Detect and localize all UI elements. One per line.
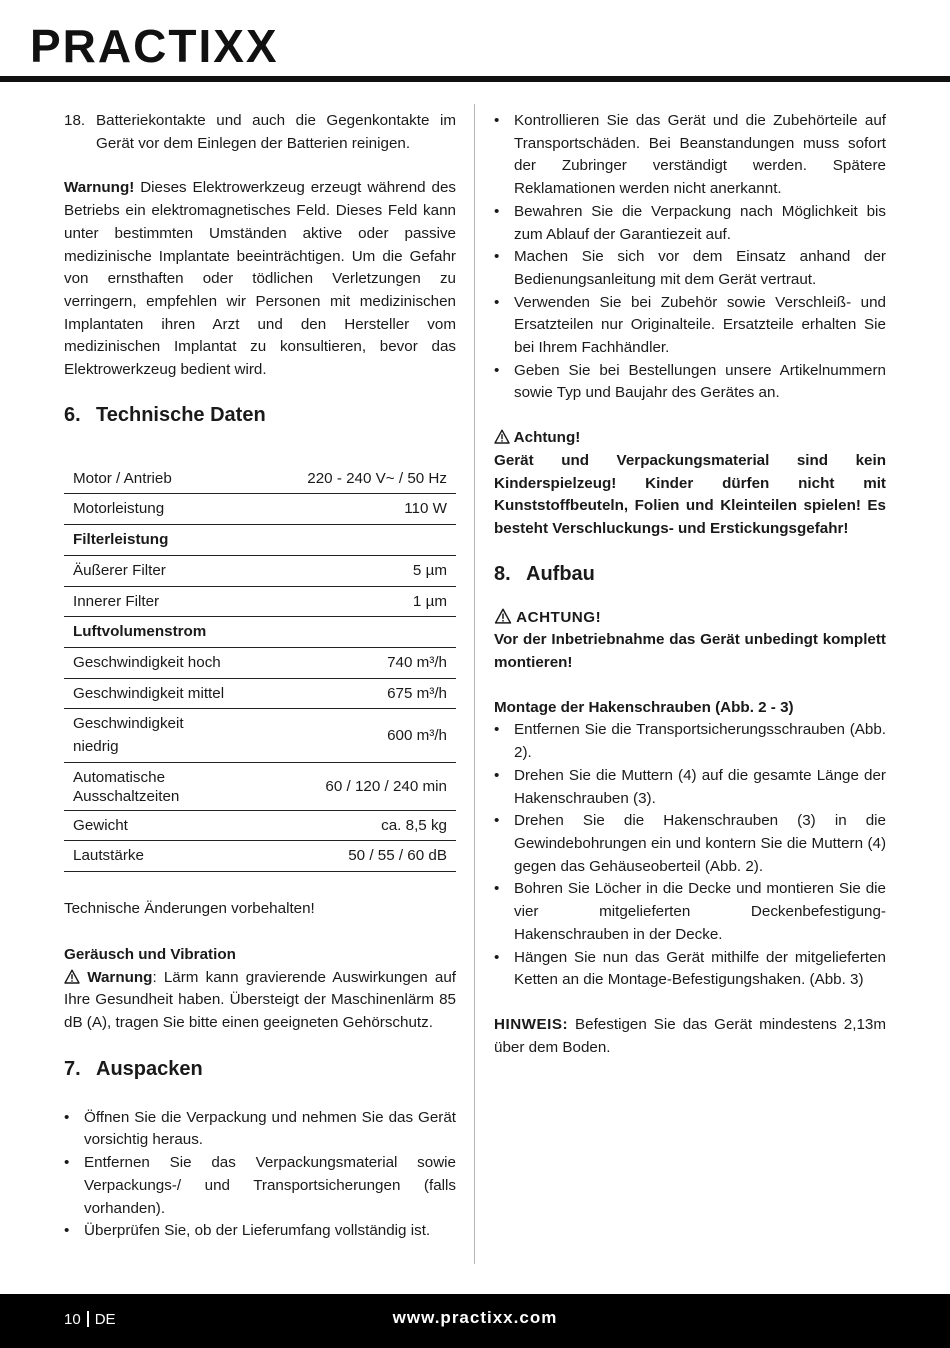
list-item: • Öffnen Sie die Verpackung und nehmen Sie das Gerät vorsichtig heraus. <box>64 1107 456 1152</box>
spec-value: ca. 8,5 kg <box>234 810 456 841</box>
table-row <box>64 678 456 709</box>
table-row <box>64 810 456 841</box>
caution2-label: ACHTUNG! <box>516 608 602 626</box>
spec-label: Lautstärke <box>64 841 234 872</box>
list-item: • Kontrollieren Sie das Gerät und die Zubehörteile auf Transportschäden. Bei Beanstandungen muss sofort der Zubringer verständigt werden. Spätere Reklamationen werden nicht anerkannt. <box>494 110 886 201</box>
list-item: • Bohren Sie Löcher in die Decke und montieren Sie die vier mitgelieferten Deckenbefestigung-Hakenschrauben in der Decke. <box>494 878 886 946</box>
spec-value: 675 m³/h <box>234 678 456 709</box>
note <box>494 1014 886 1059</box>
caution-text: Gerät und Verpackungsmaterial sind kein Kinderspielzeug! Kinder dürfen nicht mit Kunststoffbeuteln, Folien und Kleinteilen spielen! Es besteht Verschluckungs- und Erstickungsgefahr! <box>494 451 886 537</box>
spec-label: Innerer Filter <box>64 586 234 617</box>
list-item: • Hängen Sie nun das Gerät mithilfe der mitgelieferten Ketten an die Montage-Befestigungshaken. (Abb. 3) <box>494 947 886 992</box>
note-text: Befestigen Sie das Gerät mindestens 2,13m über dem Boden. <box>494 1015 886 1056</box>
spec-label: Motor / Antrieb <box>64 464 234 494</box>
warning-triangle-icon <box>64 969 80 984</box>
spec-section-label: Luftvolumenstrom <box>64 617 234 648</box>
list-item: • Überprüfen Sie, ob der Lieferumfang vollständig ist. <box>64 1220 456 1243</box>
spec-value: 1 µm <box>234 586 456 617</box>
noise-warning-text: : Lärm kann gravierende Auswirkungen auf Ihre Gesundheit haben. Übersteigt der Maschinenlärm 85 dB (A), tragen Sie bitte einen geeigneten Gehörschutz. <box>64 968 456 1031</box>
spec-label: Geschwindigkeit niedrig <box>64 709 234 762</box>
page-number: 10 <box>64 1311 81 1328</box>
spec-value: 60 / 120 / 240 min <box>234 762 456 810</box>
right-column <box>494 110 886 1059</box>
list-item-18 <box>64 110 456 155</box>
mount-heading: Montage der Hakenschrauben (Abb. 2 - 3) <box>494 698 794 716</box>
spec-value <box>234 525 456 556</box>
unpack-list-left <box>64 1107 456 1243</box>
spec-value: 5 µm <box>234 555 456 586</box>
header-rule <box>0 76 950 82</box>
list-item-text: Batteriekontakte und auch die Gegenkontakte im Gerät vor dem Einlegen der Batterien reinigen. <box>96 112 456 152</box>
warning-text: Dieses Elektrowerkzeug erzeugt während des Betriebs ein elektromagnetisches Feld. Dieses Feld kann unter bestimmten Umständen aktive oder passive medizinische Implantate beeinträchtigen. Um die Gefahr von ernsthaften oder tödlichen Verletzungen zu verringern, empfehlen wir Personen mit medizinischen Implantaten ihren Arzt und den Hersteller vom medizinischen Implantat zu konsultieren, bevor das Elektrowerkzeug bedient wird. <box>64 179 456 379</box>
language-code: DE <box>94 1311 116 1328</box>
mount-list <box>494 719 886 991</box>
spec-label: Geschwindigkeit mittel <box>64 678 234 709</box>
spec-value: 220 - 240 V~ / 50 Hz <box>234 464 456 494</box>
noise-warning-label: Warnung <box>87 968 153 986</box>
table-row <box>64 494 456 525</box>
table-row <box>64 586 456 617</box>
spec-table <box>64 464 456 872</box>
section-number: 8. <box>494 562 511 585</box>
list-item: • Machen Sie sich vor dem Einsatz anhand der Bedienungsanleitung mit dem Gerät vertraut. <box>494 246 886 291</box>
list-item: • Entfernen Sie die Transportsicherungsschrauben (Abb. 2). <box>494 719 886 764</box>
spec-value: 740 m³/h <box>234 647 456 678</box>
svg-text:PRACTIXX: PRACTIXX <box>30 20 279 72</box>
spec-section-label: Filterleistung <box>64 525 234 556</box>
note-label: HINWEIS: <box>494 1015 569 1033</box>
spec-label: Gewicht <box>64 810 234 841</box>
section-heading-technische-daten <box>64 402 456 428</box>
noise-warning <box>64 967 456 1035</box>
caution-heading <box>494 427 886 450</box>
table-row <box>64 464 456 494</box>
table-row <box>64 841 456 872</box>
list-item: • Verwenden Sie bei Zubehör sowie Verschleiß- und Ersatzteilen nur Originalteile. Ersatzteile erhalten Sie bei Ihrem Fachhändler. <box>494 292 886 360</box>
spec-value: 110 W <box>234 494 456 525</box>
warning-triangle-icon <box>494 429 510 444</box>
caution2-heading <box>494 607 886 630</box>
section-heading-aufbau <box>494 561 886 587</box>
section-number: 6. <box>64 403 81 426</box>
list-item: • Entfernen Sie das Verpackungsmaterial sowie Verpackungs-/ und Transportsicherungen (falls vorhanden). <box>64 1152 456 1220</box>
list-item: • Bewahren Sie die Verpackung nach Möglichkeit bis zum Ablauf der Garantiezeit auf. <box>494 201 886 246</box>
warning-triangle-icon <box>494 608 512 624</box>
footer <box>0 1294 950 1348</box>
spec-label: Motorleistung <box>64 494 234 525</box>
warning-label: Warnung! <box>64 179 135 197</box>
spec-value: 600 m³/h <box>234 709 456 762</box>
spec-label: Äußerer Filter <box>64 555 234 586</box>
section-title: Auspacken <box>96 1057 203 1080</box>
spec-value <box>234 617 456 648</box>
list-item: • Geben Sie bei Bestellungen unsere Artikelnummern sowie Typ und Baujahr des Gerätes an. <box>494 360 886 405</box>
column-divider <box>474 104 475 1264</box>
table-row <box>64 647 456 678</box>
left-column <box>64 110 456 1243</box>
unpack-list-right <box>494 110 886 405</box>
emf-warning <box>64 177 456 381</box>
practixx-logo <box>30 16 330 76</box>
list-item-number: 18. <box>64 112 86 129</box>
noise-heading: Geräusch und Vibration <box>64 945 236 963</box>
section-heading-auspacken <box>64 1056 456 1082</box>
spec-label: Automatische Ausschaltzeiten <box>64 762 234 810</box>
caution2-text: Vor der Inbetriebnahme das Gerät unbedingt komplett montieren! <box>494 631 886 672</box>
table-row <box>64 555 456 586</box>
list-item: • Drehen Sie die Muttern (4) auf die gesamte Länge der Hakenschrauben (3). <box>494 765 886 810</box>
table-row <box>64 762 456 810</box>
spec-label: Geschwindigkeit hoch <box>64 647 234 678</box>
tech-changes-note: Technische Änderungen vorbehalten! <box>64 900 315 918</box>
section-number: 7. <box>64 1057 81 1080</box>
table-row <box>64 709 456 762</box>
list-item: • Drehen Sie die Hakenschrauben (3) in die Gewindebohrungen ein und kontern Sie die Muttern (4) gegen das Gehäuseoberteil (Abb. 2). <box>494 810 886 878</box>
table-section-row <box>64 617 456 648</box>
caution-label: Achtung! <box>513 429 581 447</box>
footer-url: www.practixx.com <box>392 1308 558 1327</box>
table-section-row <box>64 525 456 556</box>
spec-value: 50 / 55 / 60 dB <box>234 841 456 872</box>
section-title: Technische Daten <box>96 403 266 426</box>
section-title: Aufbau <box>526 562 595 585</box>
